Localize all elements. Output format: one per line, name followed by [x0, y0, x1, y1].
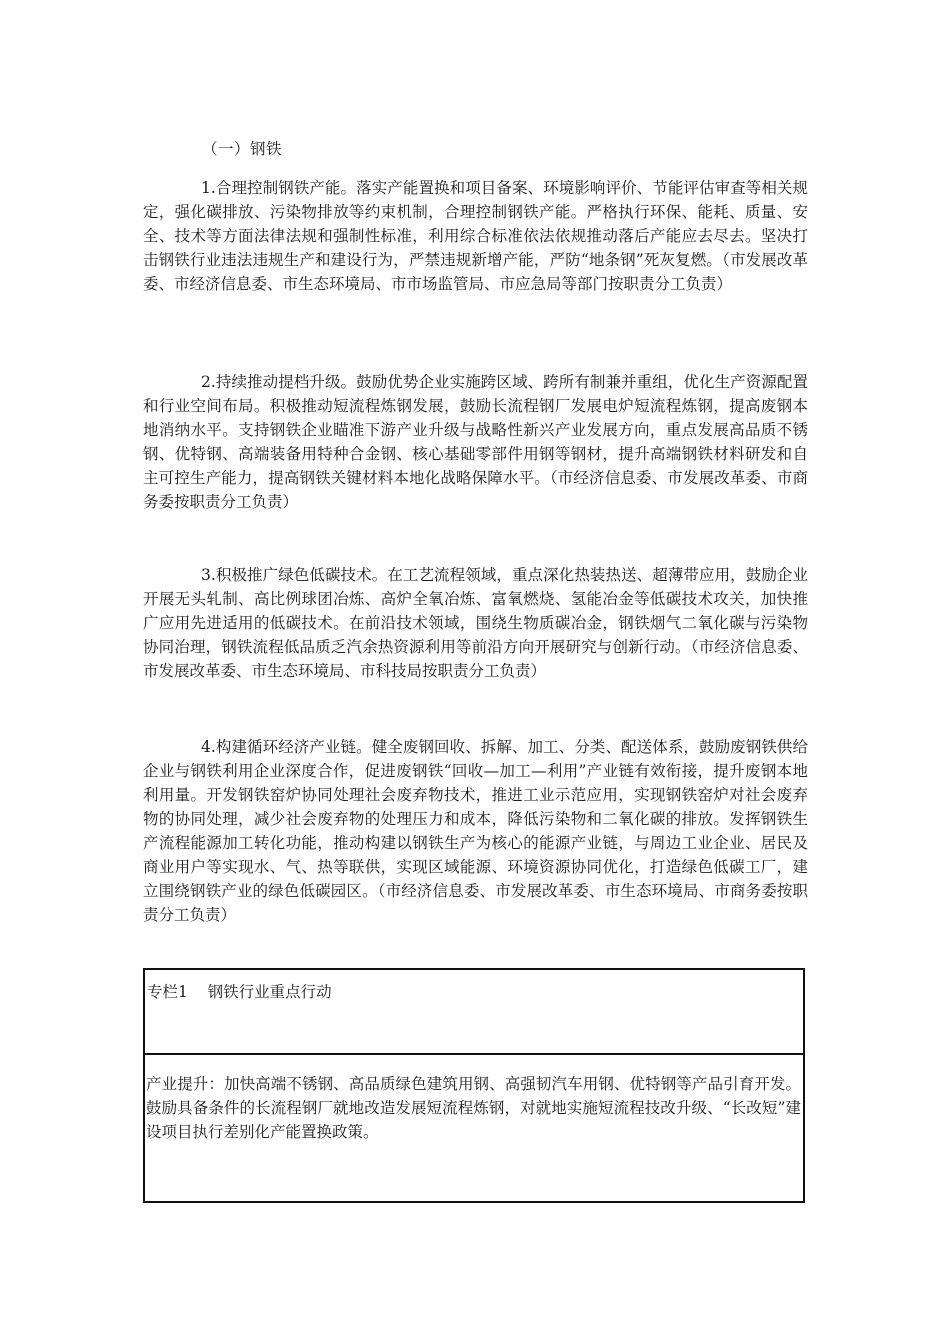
column-box	[143, 968, 805, 1203]
column-box-title: 专栏1 钢铁行业重点行动	[147, 983, 332, 1001]
paragraph-control-capacity: 1.合理控制钢铁产能。落实产能置换和项目备案、环境影响评价、节能评估审查等相关规定，强化碳排放、污染物排放等约束机制，合理控制钢铁产能。严格执行环保、能耗、质量、安全、技术等方面法律法规和强制性标准，利用综合标准依法依规推动落后产能应去尽去。坚决打击钢铁行业违法违规生产和建设行为，严禁违规新增产能，严防“地条钢”死灰复燃。（市发展改革委、市经济信息委、市生态环境局、市市场监管局、市应急局等部门按职责分工负责）	[143, 179, 808, 293]
paragraph-circular-economy: 4.构建循环经济产业链。健全废钢回收、拆解、加工、分类、配送体系，鼓励废钢铁供给企业与钢铁利用企业深度合作，促进废钢铁“回收—加工—利用”产业链有效衔接，提升废钢本地利用量。开发钢铁窑炉协同处理社会废弃物技术，推进工业示范应用，实现钢铁窑炉对社会废弃物的协同处理，减少社会废弃物的处理压力和成本，降低污染物和二氧化碳的排放。发挥钢铁生产流程能源加工转化功能，推动构建以钢铁生产为核心的能源产业链，与周边工业企业、居民及商业用户等实现水、气、热等联供，实现区域能源、环境资源协同优化，打造绿色低碳工厂，建立围绕钢铁产业的绿色低碳园区。（市经济信息委、市发展改革委、市生态环境局、市商务委按职责分工负责）	[143, 738, 808, 924]
section-heading: （一）钢铁	[202, 140, 283, 158]
paragraph-upgrade: 2.持续推动提档升级。鼓励优势企业实施跨区域、跨所有制兼并重组，优化生产资源配置和行业空间布局。积极推动短流程炼钢发展，鼓励长流程钢厂发展电炉短流程炼钢，提高废钢本地消纳水平。支持钢铁企业瞄准下游产业升级与战略性新兴产业发展方向，重点发展高品质不锈钢、优特钢、高端装备用特种合金钢、核心基础零部件用钢等钢材，提升高端钢铁材料研发和自主可控生产能力，提高钢铁关键材料本地化战略保障水平。（市经济信息委、市发展改革委、市商务委按职责分工负责）	[143, 373, 808, 511]
paragraph-low-carbon-tech: 3.积极推广绿色低碳技术。在工艺流程领域，重点深化热装热送、超薄带应用，鼓励企业开展无头轧制、高比例球团冶炼、高炉全氧冶炼、富氧燃烧、氢能冶金等低碳技术攻关，加快推广应用先进适用的低碳技术。在前沿技术领域，围绕生物质碳冶金，钢铁烟气二氧化碳与污染物协同治理，钢铁流程低品质乏汽余热资源利用等前沿方向开展研究与创新行动。（市经济信息委、市发展改革委、市生态环境局、市科技局按职责分工负责）	[143, 566, 808, 680]
column-box-body: 产业提升：加快高端不锈钢、高品质绿色建筑用钢、高强韧汽车用钢、优特钢等产品引育开发。鼓励具备条件的长流程钢厂就地改造发展短流程炼钢，对就地实施短流程技改升级、“长改短”建设项目执行差别化产能置换政策。	[146, 1075, 801, 1141]
column-box-header	[145, 970, 803, 1055]
